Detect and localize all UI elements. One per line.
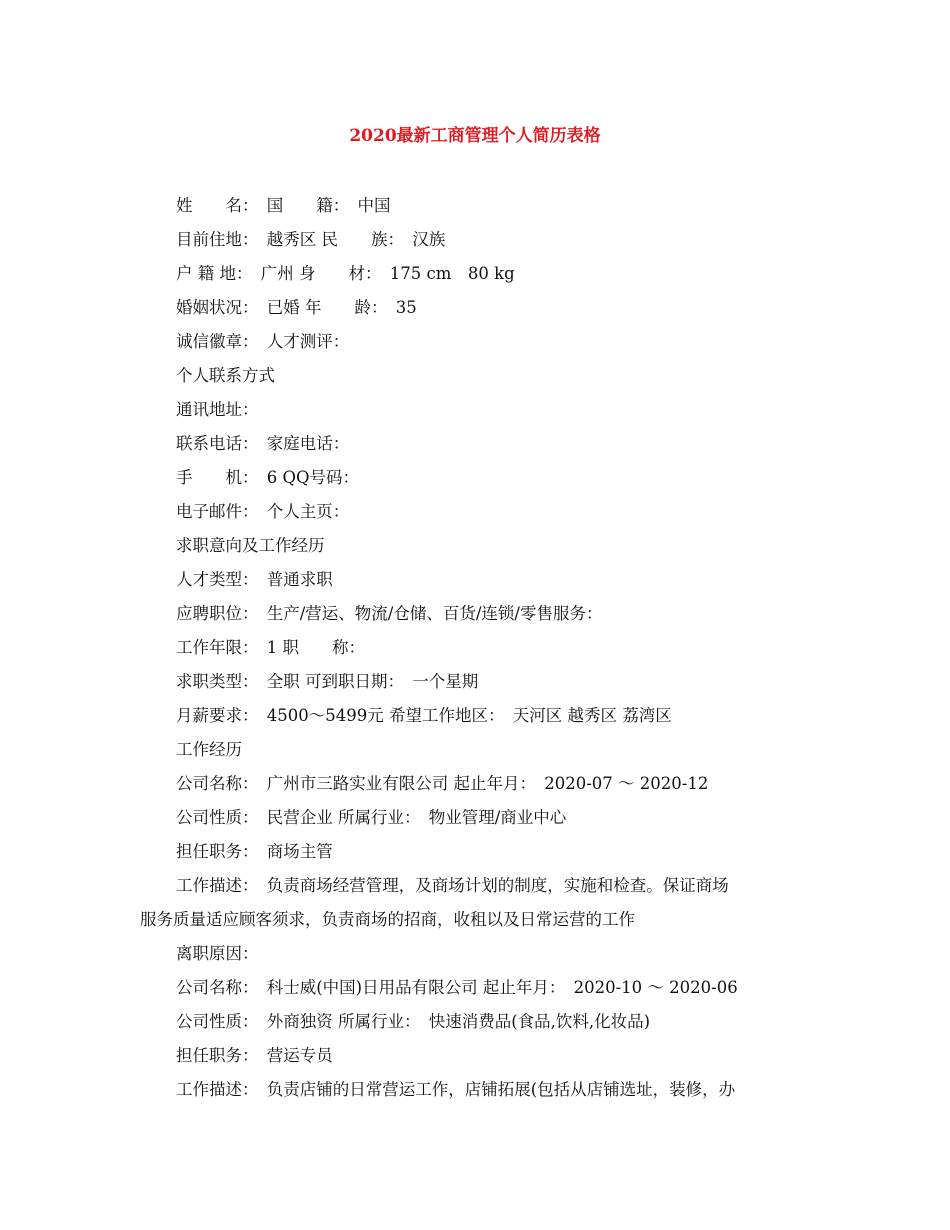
- resume-line: 工作描述： 负责店铺的日常营运工作，店铺拓展(包括从店铺选址，装修，办: [176, 1080, 736, 1099]
- resume-line: 求职类型： 全职 可到职日期： 一个星期: [176, 672, 479, 691]
- resume-line: 担任职务： 营运专员: [176, 1046, 333, 1065]
- resume-line: 服务质量适应顾客须求，负责商场的招商，收租以及日常运营的工作: [140, 910, 635, 929]
- resume-line: 户 籍 地： 广州 身 材： 175 cm 80 kg: [176, 264, 515, 283]
- resume-line: 工作经历: [176, 740, 242, 759]
- resume-line: 联系电话： 家庭电话：: [176, 434, 350, 453]
- resume-line: 人才类型： 普通求职: [176, 570, 333, 589]
- resume-line: 月薪要求： 4500～5499元 希望工作地区： 天河区 越秀区 荔湾区: [176, 706, 672, 725]
- resume-line: 姓 名： 国 籍： 中国: [176, 196, 391, 215]
- resume-line: 公司名称： 科士威(中国)日用品有限公司 起止年月： 2020-10 ～ 2020-06: [176, 978, 738, 997]
- resume-line: 目前住地： 越秀区 民 族： 汉族: [176, 230, 446, 249]
- resume-line: 公司性质： 民营企业 所属行业： 物业管理/商业中心: [176, 808, 567, 827]
- resume-line: 通讯地址：: [176, 400, 259, 419]
- resume-line: 求职意向及工作经历: [176, 536, 325, 555]
- resume-line: 担任职务： 商场主管: [176, 842, 333, 861]
- resume-line: 诚信徽章： 人才测评：: [176, 332, 350, 351]
- resume-line: 离职原因：: [176, 944, 259, 963]
- document-title: 2020最新工商管理个人简历表格: [349, 126, 601, 146]
- resume-line: 公司名称： 广州市三路实业有限公司 起止年月： 2020-07 ～ 2020-12: [176, 774, 709, 793]
- resume-line: 个人联系方式: [176, 366, 275, 385]
- resume-line: 公司性质： 外商独资 所属行业： 快速消费品(食品,饮料,化妆品): [176, 1012, 651, 1031]
- resume-line: 工作年限： 1 职 称：: [176, 638, 365, 657]
- resume-line: 电子邮件： 个人主页：: [176, 502, 350, 521]
- resume-body: [0, 192, 950, 1110]
- resume-line: 婚姻状况： 已婚 年 龄： 35: [176, 298, 417, 317]
- resume-line: 工作描述： 负责商场经营管理，及商场计划的制度，实施和检查。保证商场: [176, 876, 729, 895]
- resume-line: 手 机： 6 QQ号码：: [176, 468, 360, 487]
- resume-line: 应聘职位： 生产/营运、物流/仓储、百货/连锁/零售服务：: [176, 604, 603, 623]
